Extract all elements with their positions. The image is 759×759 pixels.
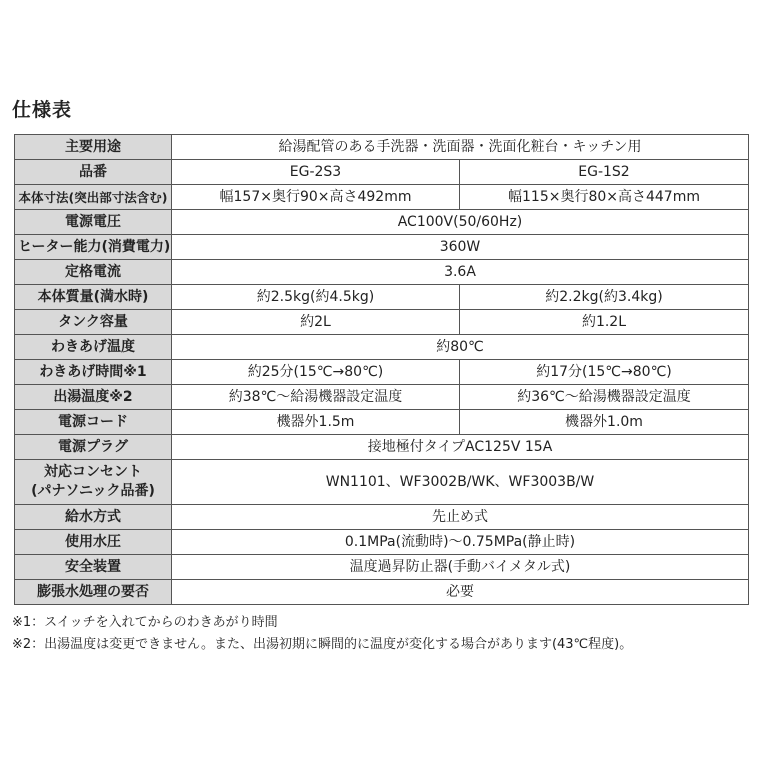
value-model-a: EG-2S3 — [172, 160, 460, 185]
label-tank: タンク容量 — [15, 310, 172, 335]
row-boil-time — [15, 360, 749, 385]
label-expansion: 膨張水処理の要否 — [15, 580, 172, 605]
row-pressure — [15, 530, 749, 555]
value-boil-time-b: 約17分(15℃→80℃) — [460, 360, 749, 385]
value-mass-b: 約2.2kg(約3.4kg) — [460, 285, 749, 310]
footnote-2: ※2：出湯温度は変更できません。また、出湯初期に瞬間的に温度が変化する場合があります(43℃程度)。 — [12, 637, 633, 652]
value-boil-time-a: 約25分(15℃→80℃) — [172, 360, 460, 385]
row-tank — [15, 310, 749, 335]
row-usage — [15, 135, 749, 160]
label-outlet — [15, 460, 172, 505]
value-voltage: AC100V(50/60Hz) — [172, 210, 749, 235]
label-heater: ヒーター能力(消費電力) — [15, 235, 172, 260]
value-cord-a: 機器外1.5m — [172, 410, 460, 435]
label-pressure: 使用水圧 — [15, 530, 172, 555]
label-cord: 電源コード — [15, 410, 172, 435]
value-plug: 接地極付タイプAC125V 15A — [172, 435, 749, 460]
value-outlet: WN1101、WF3002B/WK、WF3003B/W — [172, 460, 749, 505]
value-current: 3.6A — [172, 260, 749, 285]
label-outlet-sub: (パナソニック品番) — [31, 483, 155, 499]
label-usage: 主要用途 — [15, 135, 172, 160]
row-outlet — [15, 460, 749, 505]
label-plug: 電源プラグ — [15, 435, 172, 460]
label-voltage: 電源電圧 — [15, 210, 172, 235]
value-outlet-temp-b: 約36℃～給湯機器設定温度 — [460, 385, 749, 410]
value-cord-b: 機器外1.0m — [460, 410, 749, 435]
spec-table — [14, 134, 749, 605]
value-pressure: 0.1MPa(流動時)～0.75MPa(静止時) — [172, 530, 749, 555]
value-model-b: EG-1S2 — [460, 160, 749, 185]
value-mass-a: 約2.5kg(約4.5kg) — [172, 285, 460, 310]
row-cord — [15, 410, 749, 435]
label-boil-time: わきあげ時間※1 — [15, 360, 172, 385]
label-boil-temp: わきあげ温度 — [15, 335, 172, 360]
value-expansion: 必要 — [172, 580, 749, 605]
label-safety: 安全装置 — [15, 555, 172, 580]
label-model: 品番 — [15, 160, 172, 185]
footnote-1: ※1：スイッチを入れてからのわきあがり時間 — [12, 615, 278, 630]
row-safety — [15, 555, 749, 580]
row-expansion — [15, 580, 749, 605]
row-dimensions — [15, 185, 749, 210]
value-outlet-temp-a: 約38℃～給湯機器設定温度 — [172, 385, 460, 410]
label-mass: 本体質量(満水時) — [15, 285, 172, 310]
value-safety: 温度過昇防止器(手動バイメタル式) — [172, 555, 749, 580]
label-outlet-main: 対応コンセント — [44, 464, 142, 480]
page-title: 仕様表 — [12, 99, 73, 121]
value-dimensions-a: 幅157×奥行90×高さ492mm — [172, 185, 460, 210]
value-usage: 給湯配管のある手洗器・洗面器・洗面化粧台・キッチン用 — [172, 135, 749, 160]
row-plug — [15, 435, 749, 460]
row-heater — [15, 235, 749, 260]
value-supply: 先止め式 — [172, 505, 749, 530]
row-voltage — [15, 210, 749, 235]
value-dimensions-b: 幅115×奥行80×高さ447mm — [460, 185, 749, 210]
value-boil-temp: 約80℃ — [172, 335, 749, 360]
row-current — [15, 260, 749, 285]
row-model — [15, 160, 749, 185]
value-heater: 360W — [172, 235, 749, 260]
label-outlet-temp: 出湯温度※2 — [15, 385, 172, 410]
label-dimensions: 本体寸法(突出部寸法含む) — [15, 185, 172, 210]
row-supply — [15, 505, 749, 530]
row-boil-temp — [15, 335, 749, 360]
label-current: 定格電流 — [15, 260, 172, 285]
value-tank-a: 約2L — [172, 310, 460, 335]
row-mass — [15, 285, 749, 310]
label-supply: 給水方式 — [15, 505, 172, 530]
value-tank-b: 約1.2L — [460, 310, 749, 335]
footnotes — [12, 612, 632, 656]
row-outlet-temp — [15, 385, 749, 410]
